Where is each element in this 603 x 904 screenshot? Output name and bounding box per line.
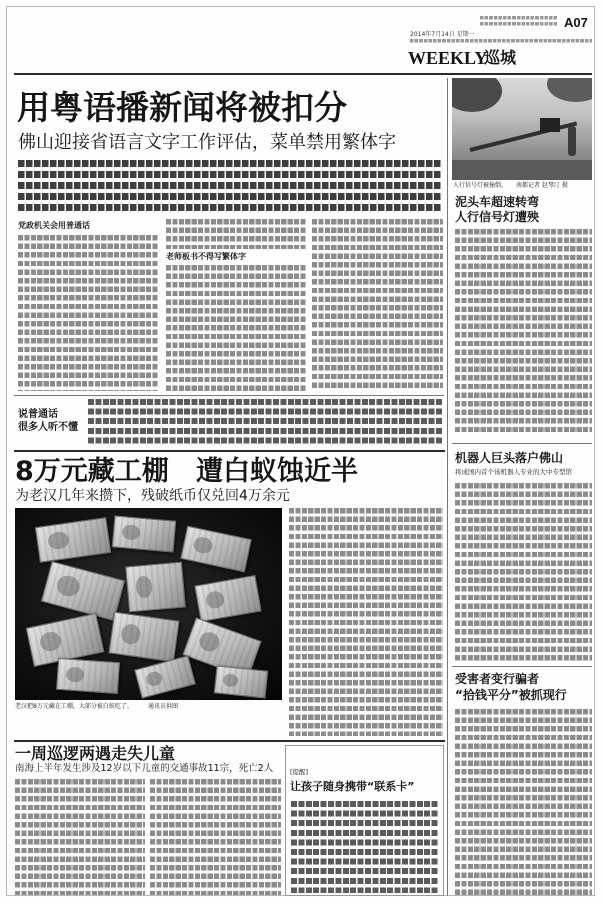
right-rule-2 bbox=[452, 666, 592, 667]
lead-subheading-1: 党政机关会用普通话 bbox=[18, 221, 90, 230]
tree-shape bbox=[547, 78, 592, 102]
banknote bbox=[180, 526, 252, 573]
masthead-info-text bbox=[480, 16, 558, 26]
page-number: A07 bbox=[564, 15, 588, 30]
banknote bbox=[41, 561, 125, 621]
issue-date: 2014年7月14日 星期一 bbox=[410, 31, 475, 38]
lead-subhead: 佛山迎接省语言文字工作评估，菜单禁用繁体字 bbox=[18, 132, 396, 153]
robot-subhead: 将成国内首个该机器人专业的大中专型馆 bbox=[455, 468, 572, 476]
fallen-signal-photo bbox=[452, 78, 592, 180]
tip-body-text bbox=[291, 801, 439, 893]
right-column-divider bbox=[447, 78, 448, 896]
children-body-column-1 bbox=[15, 779, 145, 895]
tip-label: [提醒] bbox=[290, 768, 309, 776]
sidebar-title-line-1: 说普通话 bbox=[18, 409, 58, 420]
termite-photo-credit: 通讯员供图 bbox=[148, 703, 179, 710]
children-body-column-2 bbox=[150, 779, 281, 895]
banknote bbox=[35, 517, 111, 563]
termite-headline-part-2: 遭白蚁蚀近半 bbox=[196, 456, 358, 487]
lead-headline: 用粤语播新闻将被扣分 bbox=[17, 88, 347, 127]
traffic-photo-caption: 人行信号灯被撞倒。 bbox=[453, 182, 508, 189]
lead-body-column-2b bbox=[166, 265, 306, 391]
children-headline: 一周巡逻两遇走失儿童 bbox=[15, 744, 176, 763]
banknote bbox=[214, 665, 269, 698]
masthead-rule bbox=[14, 73, 592, 75]
lead-body-column-1 bbox=[18, 235, 158, 391]
banknote bbox=[194, 575, 261, 622]
lead-body-column-3 bbox=[312, 219, 443, 391]
termite-body-text bbox=[289, 508, 443, 736]
lead-intro-text bbox=[18, 160, 442, 211]
robot-headline: 机器人巨头落户佛山 bbox=[455, 451, 564, 465]
scam-headline-line-2: “拾钱平分”被抓现行 bbox=[455, 688, 567, 702]
banknote bbox=[108, 612, 179, 663]
signal-light-shape bbox=[540, 118, 560, 132]
children-subhead: 南海上半年发生涉及12岁以下儿童的交通事故11宗，死亡2人 bbox=[15, 763, 274, 774]
tree-shape bbox=[452, 78, 502, 112]
scam-headline-line-1: 受害者变行骗者 bbox=[455, 672, 540, 686]
banknote bbox=[125, 562, 186, 613]
traffic-photo-credit: 南都记者 赵琴汀 摄 bbox=[516, 182, 568, 189]
termite-photo-caption: 老汉把8万元藏在工棚，大部分被白蚁吃了。 bbox=[15, 703, 133, 710]
person-shape bbox=[568, 126, 576, 156]
section-title-cn: 巡城 bbox=[484, 48, 517, 67]
banknote bbox=[112, 515, 177, 552]
termite-subhead: 为老汉几年来攒下，残破纸币仅兑回4万余元 bbox=[15, 488, 290, 504]
banknote bbox=[134, 655, 196, 698]
masthead-editors-text bbox=[410, 39, 592, 45]
fallen-pole-shape bbox=[470, 121, 578, 151]
banknotes-photo bbox=[15, 508, 282, 700]
traffic-headline-line-1: 泥头车超速转弯 bbox=[455, 195, 540, 209]
road-shape bbox=[452, 160, 592, 180]
traffic-body-text bbox=[455, 229, 592, 435]
right-rule-1 bbox=[452, 443, 592, 444]
tip-headline: 让孩子随身携带“联系卡” bbox=[290, 780, 415, 793]
lead-body-column-2a bbox=[166, 219, 306, 249]
lead-sidebar-rule bbox=[14, 395, 444, 396]
section-rule-2 bbox=[14, 740, 445, 742]
traffic-headline-line-2: 人行信号灯遭殃 bbox=[455, 210, 540, 224]
scam-body-text bbox=[455, 709, 592, 895]
section-title-en: WEEKLY bbox=[408, 48, 488, 68]
sidebar-title-line-2: 很多人听不懂 bbox=[18, 422, 78, 433]
section-rule-1 bbox=[14, 450, 445, 452]
lead-subheading-2: 老师板书不得写繁体字 bbox=[166, 252, 246, 261]
sidebar-body-text bbox=[88, 399, 442, 446]
robot-body-text bbox=[455, 483, 592, 661]
termite-headline-part-1: 8万元藏工棚 bbox=[15, 456, 169, 487]
banknote bbox=[56, 658, 120, 694]
